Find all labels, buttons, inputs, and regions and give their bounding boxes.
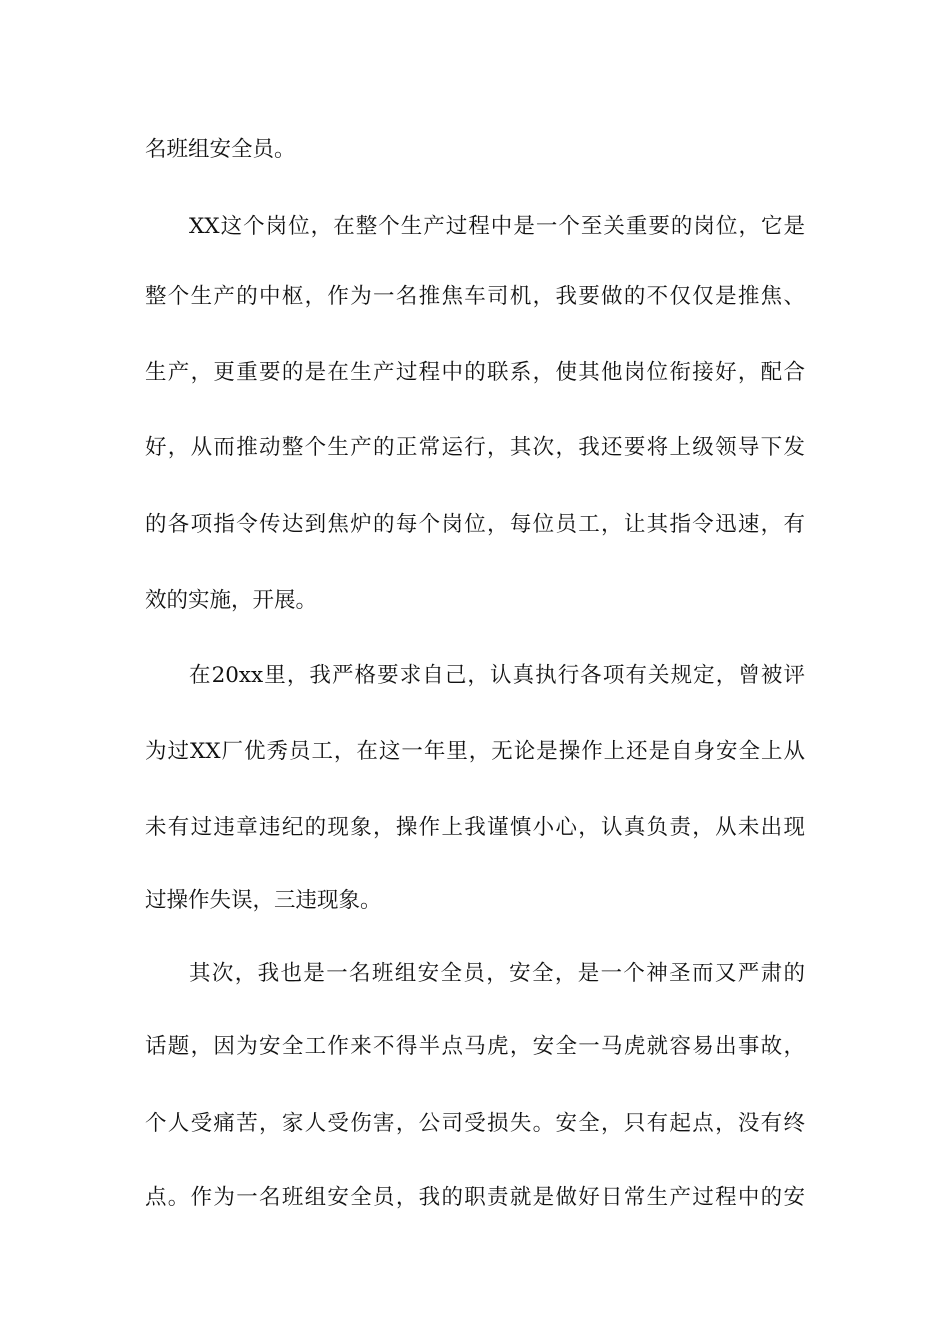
text-line-6: 的各项指令传达到焦炉的每个岗位，每位员工，让其指令迅速，有 — [145, 512, 805, 537]
text-line-3: 整个生产的中枢，作为一名推焦车司机，我要做的不仅仅是推焦、 — [145, 284, 805, 309]
text-line-8: 在20xx里，我严格要求自己，认真执行各项有关规定，曾被评 — [189, 663, 805, 688]
text-line-12: 其次，我也是一名班组安全员，安全，是一个神圣而又严肃的 — [189, 961, 805, 986]
text-line-5: 好，从而推动整个生产的正常运行，其次，我还要将上级领导下发 — [145, 435, 805, 460]
text-line-2: XX这个岗位，在整个生产过程中是一个至关重要的岗位，它是 — [189, 214, 805, 239]
text-line-7: 效的实施，开展。 — [145, 588, 318, 613]
text-line-13: 话题，因为安全工作来不得半点马虎，安全一马虎就容易出事故， — [145, 1034, 805, 1059]
text-line-1: 名班组安全员。 — [145, 137, 296, 162]
text-line-15: 点。作为一名班组安全员，我的职责就是做好日常生产过程中的安 — [145, 1185, 805, 1210]
text-line-9: 为过XX厂优秀员工，在这一年里，无论是操作上还是自身安全上从 — [145, 739, 805, 764]
text-line-4: 生产，更重要的是在生产过程中的联系，使其他岗位衔接好，配合 — [145, 360, 805, 385]
text-line-11: 过操作失误，三违现象。 — [145, 888, 382, 913]
text-line-14: 个人受痛苦，家人受伤害，公司受损失。安全，只有起点，没有终 — [145, 1111, 805, 1136]
text-line-10: 未有过违章违纪的现象，操作上我谨慎小心，认真负责，从未出现 — [145, 815, 805, 840]
